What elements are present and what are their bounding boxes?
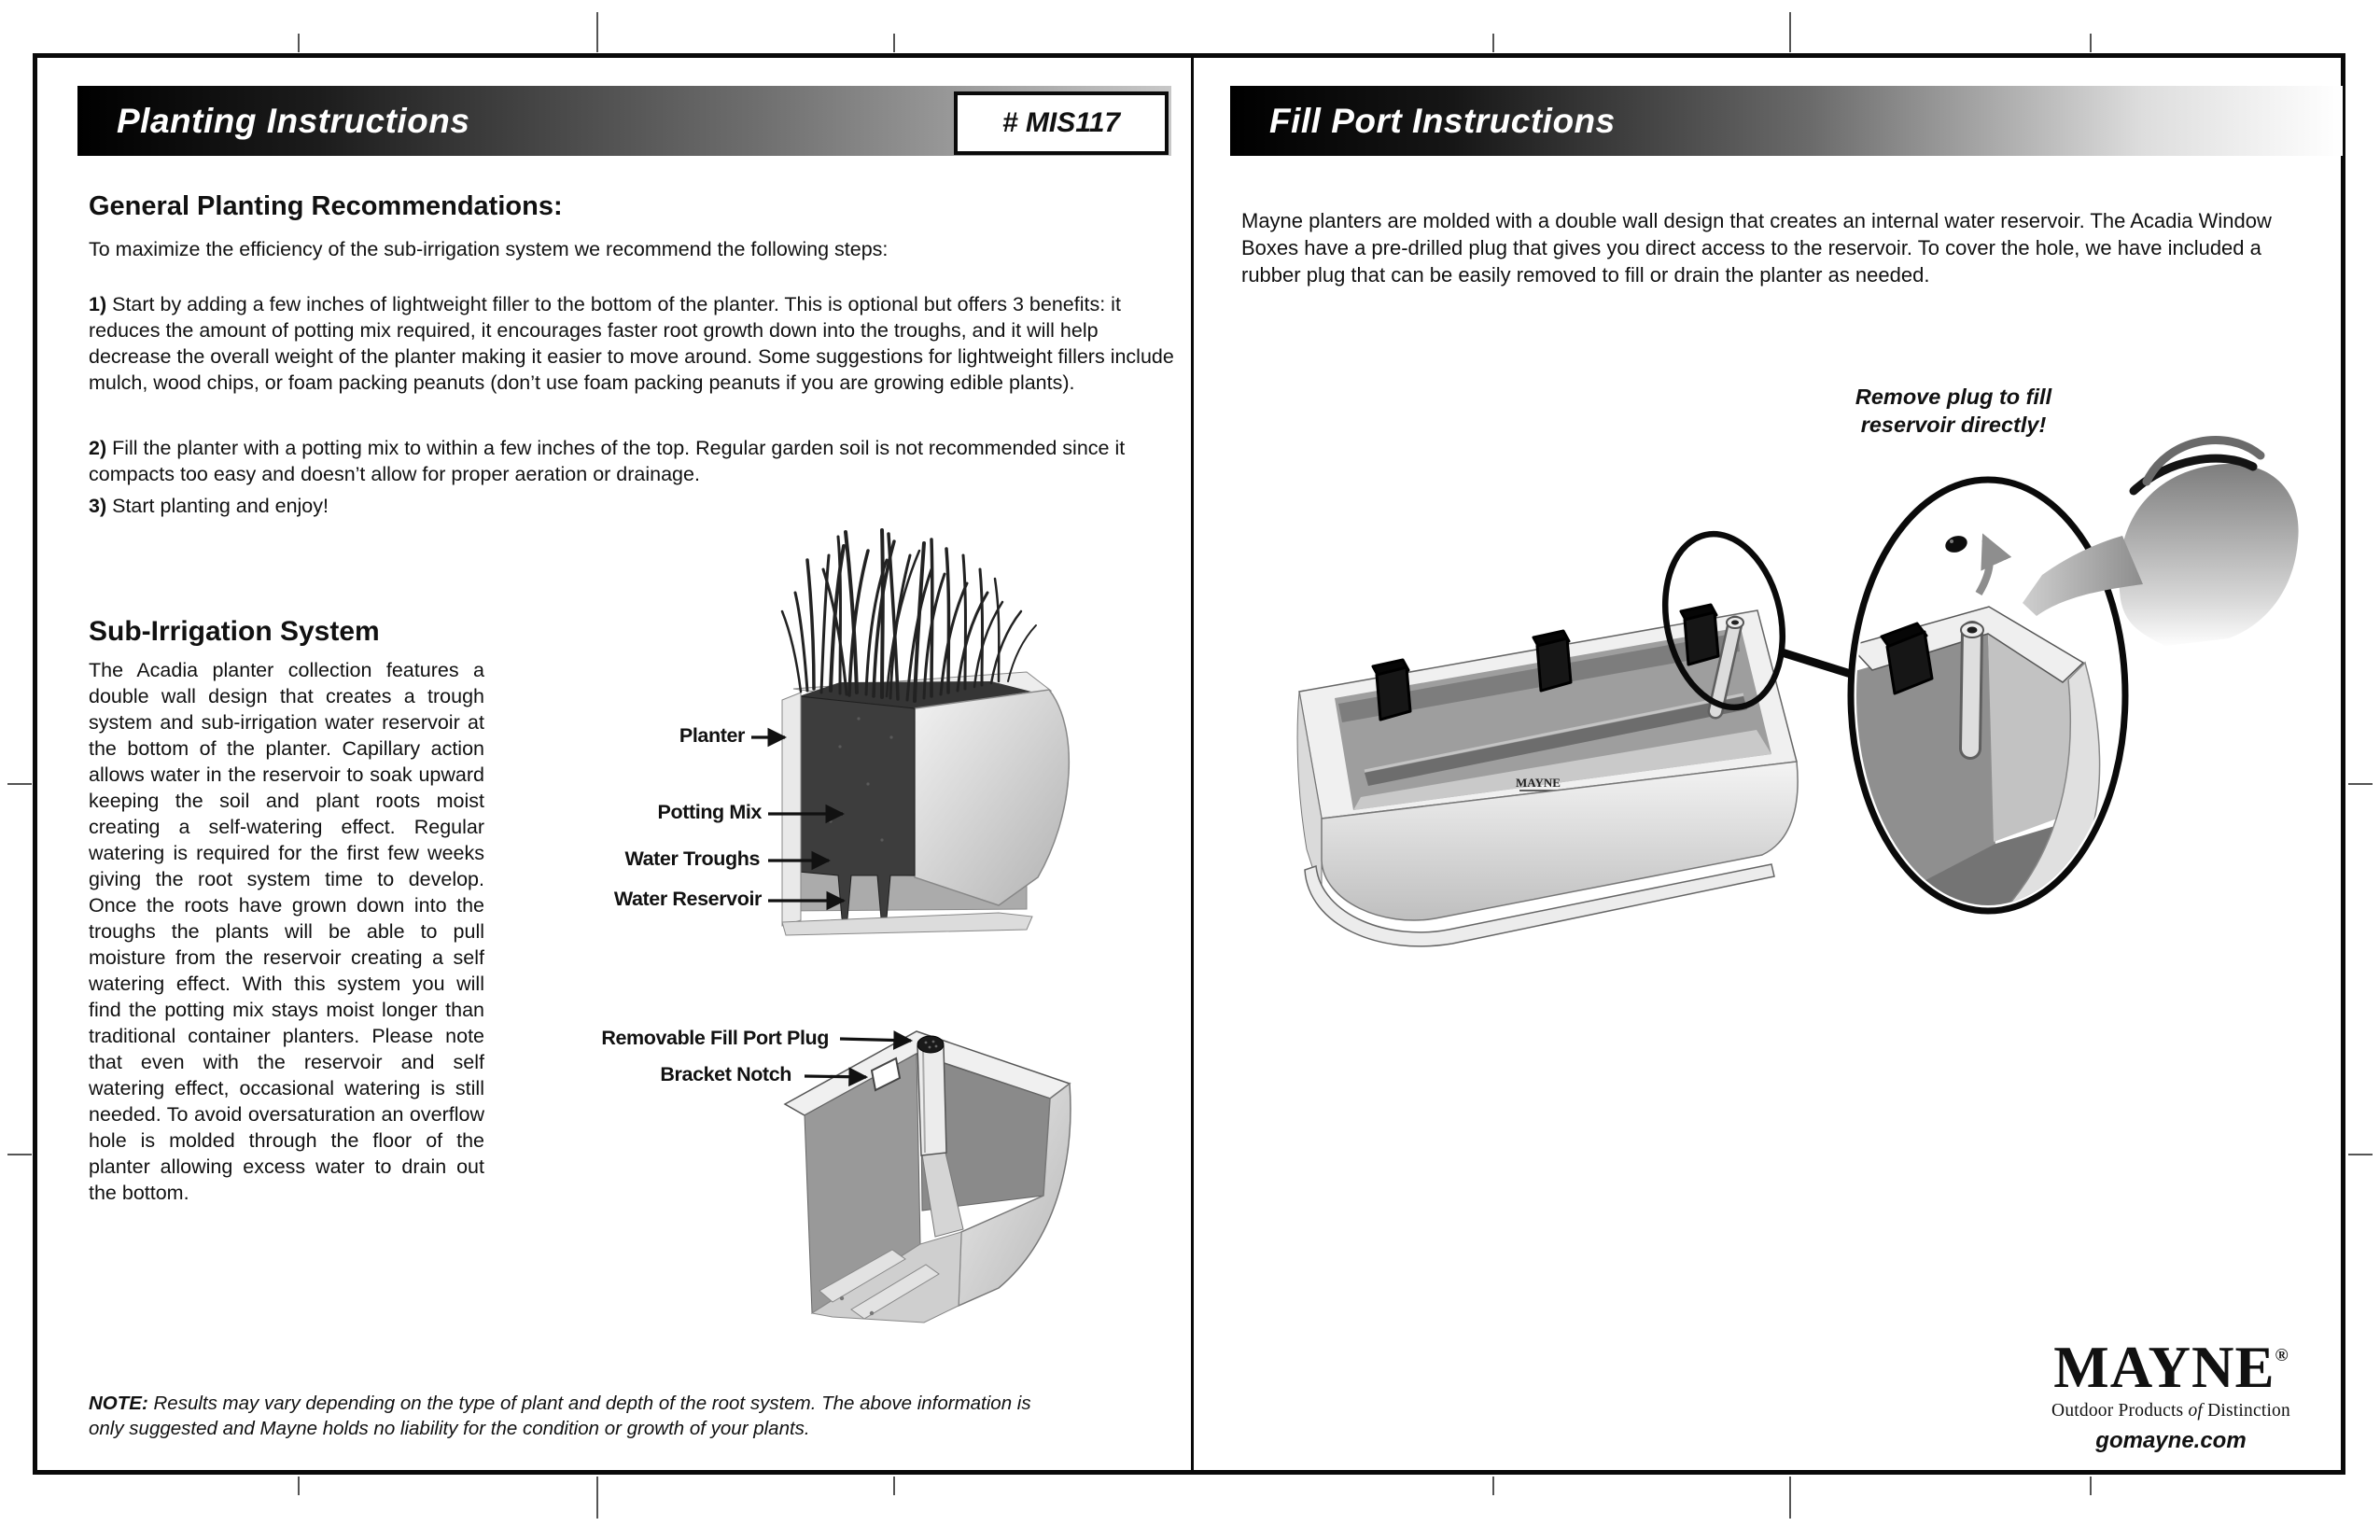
step-2-number: 2) <box>89 437 107 459</box>
fill-port-plug-label: Removable Fill Port Plug <box>601 1027 829 1049</box>
potting-mix-label: Potting Mix <box>657 801 762 823</box>
sub-irrigation-heading: Sub-Irrigation System <box>89 616 380 647</box>
crop-mark <box>2090 34 2092 52</box>
tagline-part-2: Distinction <box>2207 1401 2290 1421</box>
step-2 <box>89 435 1179 487</box>
planting-title: Planting Instructions <box>117 101 470 140</box>
crop-mark <box>1492 34 1494 52</box>
crop-mark <box>7 783 32 785</box>
mayne-wordmark: MAYNE <box>2053 1335 2275 1400</box>
mayne-website: gomayne.com <box>2095 1428 2247 1453</box>
crop-mark <box>1492 1477 1494 1495</box>
general-intro: To maximize the efficiency of the sub-irrigation system we recommend the following steps: <box>89 238 889 260</box>
crop-mark <box>2348 783 2373 785</box>
crop-mark <box>893 1477 895 1495</box>
crop-mark <box>2090 1477 2092 1495</box>
bracket-notch-label: Bracket Notch <box>660 1063 791 1085</box>
magnifier-connector <box>1779 651 1854 675</box>
water-reservoir-label: Water Reservoir <box>613 888 762 910</box>
crop-mark <box>7 1154 32 1155</box>
fill-port-body: Mayne planters are molded with a double wall design that creates an internal water reservoir. The Acadia Window Boxes have a pre-drilled plug that gives you direct access to the reservoir. To cover the hole, we have included a rubber plug that can be easily removed to fill or drain the planter as needed. <box>1241 209 2272 287</box>
crop-mark <box>893 34 895 52</box>
fill-port-cutaway-illustration <box>775 1013 1120 1335</box>
registered-mark: ® <box>2275 1346 2289 1365</box>
crop-mark <box>1789 12 1791 52</box>
callout-line-2: reservoir directly! <box>1860 413 2047 437</box>
callout-line-1: Remove plug to fill <box>1855 385 2052 409</box>
water-troughs-label: Water Troughs <box>624 847 760 870</box>
tagline-part-1: Outdoor Products <box>2051 1401 2184 1421</box>
fill-port-title: Fill Port Instructions <box>1269 101 1616 140</box>
part-number: # MIS117 <box>1001 107 1121 138</box>
crop-mark <box>596 12 598 52</box>
watering-can <box>2023 441 2299 646</box>
cutaway-planter-illustration <box>560 504 1101 952</box>
remove-plug-arrow <box>1979 539 1990 594</box>
rubber-plug <box>1943 533 1969 555</box>
note-text: Results may vary depending on the type of plant and depth of the root system. The above information is only suggested and Mayne holds no liability for the condition or growth of your plants. <box>89 1393 1031 1439</box>
step-1 <box>89 291 1179 396</box>
crop-mark <box>596 1477 598 1519</box>
step-2-text: Fill the planter with a potting mix to within a few inches of the top. Regular garden soil is not recommended since it compacts too easy and doesn’t allow for proper aeration or drainage. <box>89 437 1126 485</box>
note-label: NOTE: <box>89 1393 148 1414</box>
column-divider <box>1191 58 1194 1473</box>
step-3-number: 3) <box>89 495 107 517</box>
crop-mark <box>2348 1154 2373 1155</box>
planter-label: Planter <box>679 724 745 747</box>
fill-port-header-bar <box>1230 86 2343 156</box>
general-recommendations-heading: General Planting Recommendations: <box>89 191 563 221</box>
mayne-tagline <box>2049 1401 2293 1421</box>
crop-mark <box>298 34 300 52</box>
sub-irrigation-body: The Acadia planter collection features a double wall design that creates a trough system and sub-irrigation water reservoir at the bottom of the planter. Capillary action allows water in the reservoir to soak upward keeping the soil and plant roots moist creating a self-watering effect. Regular watering is required for the first few weeks giving the root system time to develop. Once the roots have grown down into the troughs the plants will be able to pull moisture from the reservoir creating a self watering effect. With this system you will find the potting mix stays moist longer than traditional container planters. Please note that even with the reservoir and self watering effect, occasional watering is still needed. To avoid oversaturation an overflow hole is molded through the floor of the planter allowing excess water to drain out the bottom. <box>89 659 484 1204</box>
mayne-logo-name <box>2049 1325 2293 1398</box>
step-1-text: Start by adding a few inches of lightweight filler to the bottom of the planter. This is optional but offers 3 benefits: it reduces the amount of potting mix required, it encourages faster root growth down into the troughs, and it will help decrease the overall weight of the planter making it easier to move around. Some suggestions for lightweight fillers include mulch, wood chips, or foam packing peanuts (don’t use foam packing peanuts if you are growing edible plants). <box>89 293 1174 394</box>
crop-mark <box>298 1477 300 1495</box>
tagline-of: of <box>2188 1401 2204 1421</box>
part-number-box <box>954 91 1169 155</box>
step-1-number: 1) <box>89 293 107 315</box>
planter-brand-label: MAYNE <box>1516 776 1561 790</box>
mayne-logo <box>2049 1325 2293 1454</box>
step-3-text: Start planting and enjoy! <box>112 495 329 517</box>
crop-mark <box>1789 1477 1791 1519</box>
grass-plant <box>782 530 1036 701</box>
window-box-illustration <box>1279 401 2315 943</box>
window-box <box>1297 605 1798 946</box>
note <box>89 1391 1055 1441</box>
